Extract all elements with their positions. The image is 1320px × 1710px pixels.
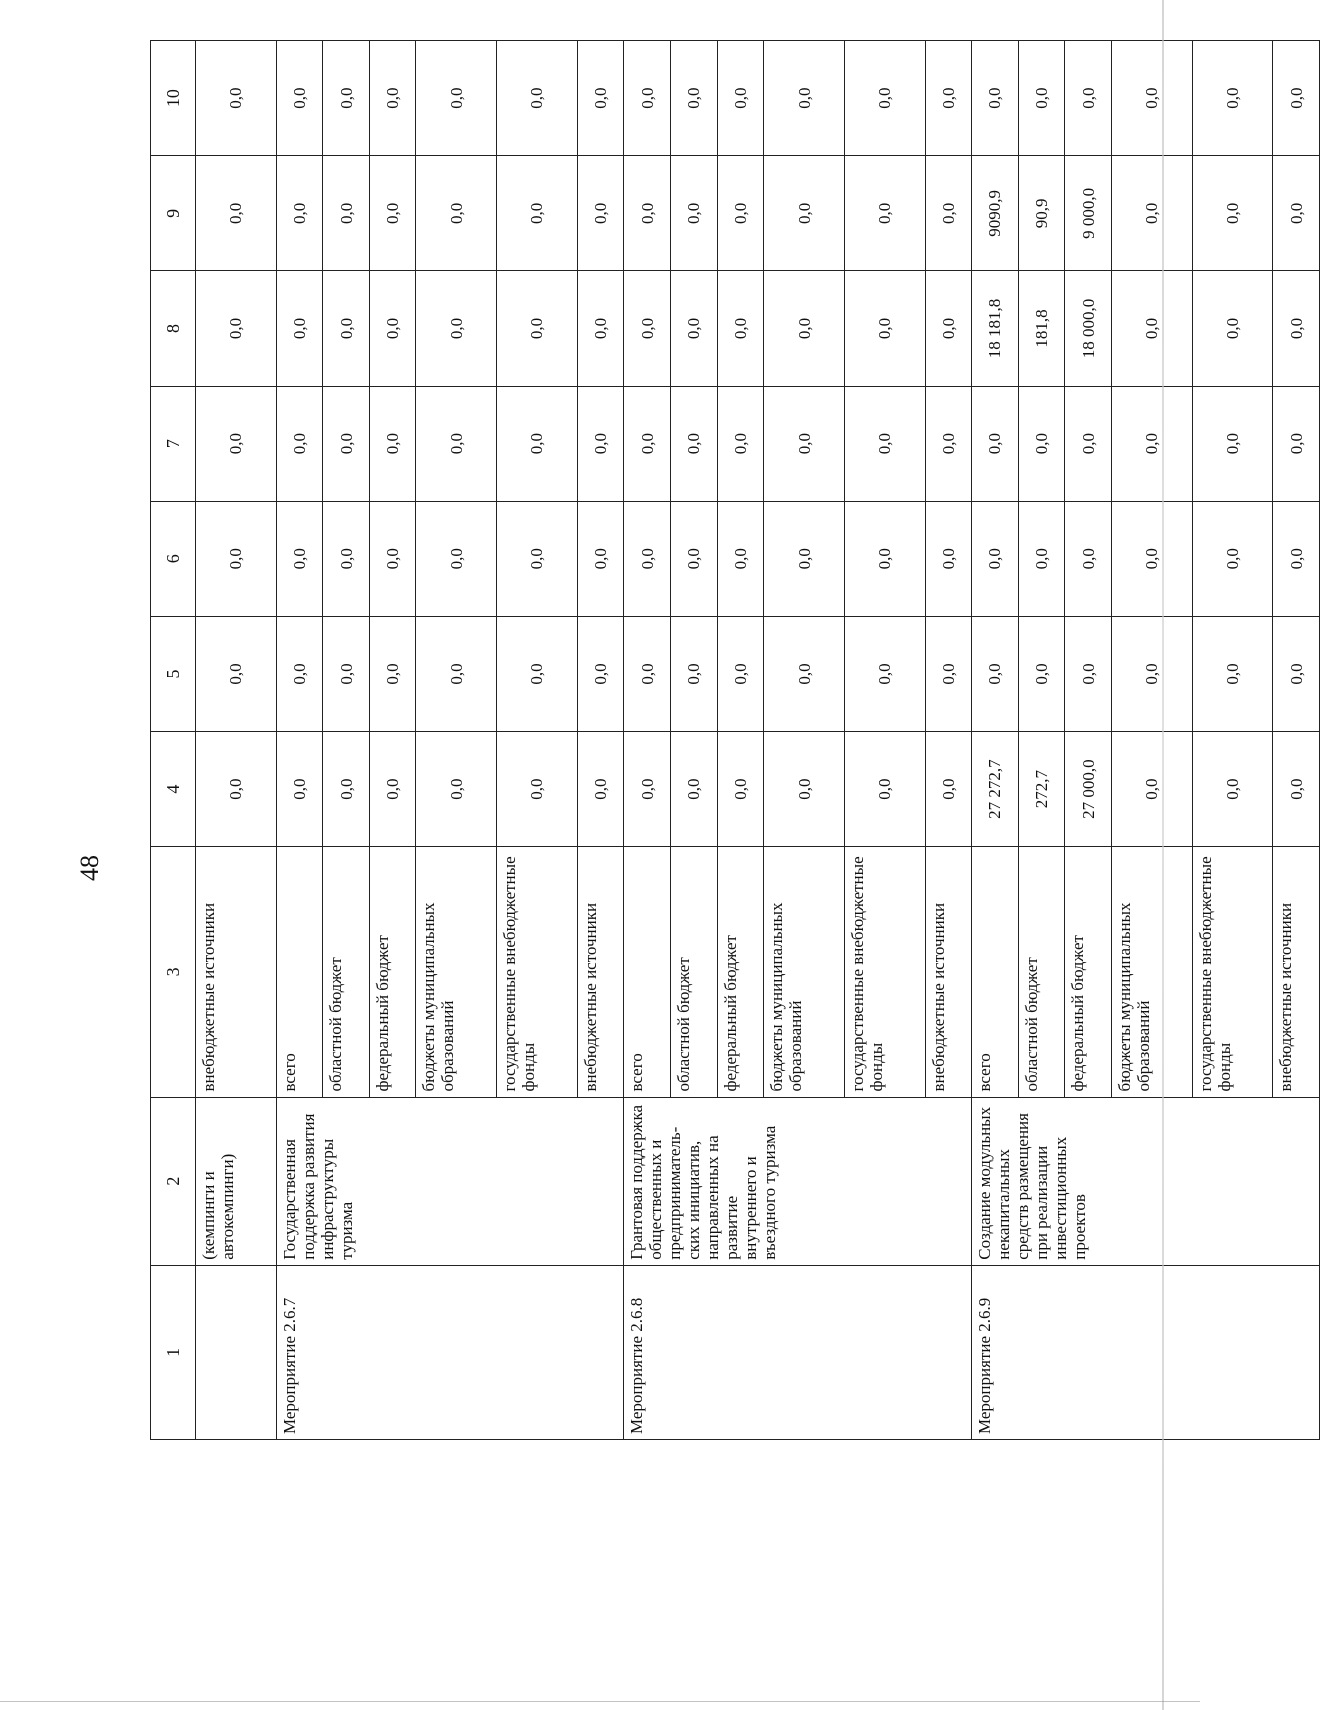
header-cell: 9 bbox=[151, 156, 196, 271]
value-cell: 0,0 bbox=[925, 271, 972, 386]
value-cell: 18 000,0 bbox=[1065, 271, 1112, 386]
value-cell: 0,0 bbox=[1192, 41, 1273, 156]
value-cell: 0,0 bbox=[323, 156, 370, 271]
value-cell: 0,0 bbox=[196, 386, 277, 501]
value-cell: 0,0 bbox=[844, 501, 925, 616]
value-cell: 0,0 bbox=[369, 386, 416, 501]
value-cell: 0,0 bbox=[764, 156, 845, 271]
table-row bbox=[196, 41, 277, 1440]
value-cell: 0,0 bbox=[497, 501, 578, 616]
value-cell: 0,0 bbox=[925, 501, 972, 616]
value-cell: 0,0 bbox=[624, 501, 671, 616]
value-cell: 0,0 bbox=[764, 616, 845, 731]
value-cell: 0,0 bbox=[369, 271, 416, 386]
value-cell: 0,0 bbox=[369, 732, 416, 847]
value-cell: 0,0 bbox=[276, 732, 323, 847]
value-cell: 0,0 bbox=[717, 386, 764, 501]
value-cell: 0,0 bbox=[925, 616, 972, 731]
value-cell: 0,0 bbox=[1192, 156, 1273, 271]
value-cell: 0,0 bbox=[925, 156, 972, 271]
value-cell: 0,0 bbox=[1111, 732, 1192, 847]
value-cell: 0,0 bbox=[717, 156, 764, 271]
value-cell: 0,0 bbox=[323, 41, 370, 156]
value-cell: 0,0 bbox=[196, 616, 277, 731]
value-cell: 0,0 bbox=[844, 732, 925, 847]
value-cell: 0,0 bbox=[497, 732, 578, 847]
value-cell: 0,0 bbox=[577, 616, 624, 731]
source-cell: областной бюджет bbox=[323, 847, 370, 1097]
value-cell: 0,0 bbox=[416, 732, 497, 847]
value-cell: 0,0 bbox=[1111, 156, 1192, 271]
source-cell: всего bbox=[624, 847, 671, 1097]
value-cell: 0,0 bbox=[1065, 41, 1112, 156]
value-cell: 0,0 bbox=[323, 732, 370, 847]
value-cell: 0,0 bbox=[844, 156, 925, 271]
source-cell: государственные внебюджетные фонды bbox=[497, 847, 578, 1097]
source-cell: внебюджетные источники bbox=[1273, 847, 1320, 1097]
value-cell: 0,0 bbox=[624, 616, 671, 731]
value-cell: 0,0 bbox=[416, 41, 497, 156]
source-cell: бюджеты муниципальных образований bbox=[764, 847, 845, 1097]
value-cell: 0,0 bbox=[925, 41, 972, 156]
value-cell: 0,0 bbox=[925, 732, 972, 847]
value-cell: 0,0 bbox=[323, 616, 370, 731]
source-cell: государственные внебюджетные фонды bbox=[844, 847, 925, 1097]
value-cell: 0,0 bbox=[671, 386, 718, 501]
value-cell: 0,0 bbox=[323, 501, 370, 616]
value-cell: 0,0 bbox=[497, 271, 578, 386]
value-cell: 0,0 bbox=[196, 41, 277, 156]
measure-id-cell: Мероприятие 2.6.7 bbox=[276, 1265, 624, 1439]
value-cell: 0,0 bbox=[416, 156, 497, 271]
source-cell: федеральный бюджет bbox=[369, 847, 416, 1097]
value-cell: 0,0 bbox=[276, 386, 323, 501]
value-cell: 0,0 bbox=[1065, 501, 1112, 616]
value-cell: 0,0 bbox=[1192, 732, 1273, 847]
value-cell: 0,0 bbox=[717, 41, 764, 156]
source-cell: бюджеты муниципальных образований bbox=[416, 847, 497, 1097]
value-cell: 0,0 bbox=[764, 271, 845, 386]
source-cell: бюджеты муниципальных образований bbox=[1111, 847, 1192, 1097]
value-cell: 0,0 bbox=[671, 501, 718, 616]
page-number: 48 bbox=[75, 855, 104, 881]
header-cell: 10 bbox=[151, 41, 196, 156]
header-cell: 8 bbox=[151, 271, 196, 386]
value-cell: 0,0 bbox=[764, 41, 845, 156]
value-cell: 0,0 bbox=[416, 616, 497, 731]
value-cell: 0,0 bbox=[671, 732, 718, 847]
value-cell: 0,0 bbox=[1018, 501, 1065, 616]
value-cell: 0,0 bbox=[196, 271, 277, 386]
value-cell: 0,0 bbox=[717, 271, 764, 386]
rotated-table-container bbox=[150, 40, 1320, 1440]
value-cell: 0,0 bbox=[276, 501, 323, 616]
value-cell: 18 181,8 bbox=[972, 271, 1019, 386]
value-cell: 0,0 bbox=[1018, 616, 1065, 731]
value-cell: 0,0 bbox=[624, 156, 671, 271]
header-cell: 6 bbox=[151, 501, 196, 616]
value-cell: 0,0 bbox=[369, 616, 416, 731]
source-cell: областной бюджет bbox=[1018, 847, 1065, 1097]
measure-id-cell bbox=[196, 1265, 277, 1439]
value-cell: 0,0 bbox=[276, 616, 323, 731]
value-cell: 0,0 bbox=[764, 501, 845, 616]
value-cell: 0,0 bbox=[1273, 41, 1320, 156]
value-cell: 90,9 bbox=[1018, 156, 1065, 271]
value-cell: 0,0 bbox=[276, 271, 323, 386]
value-cell: 0,0 bbox=[1192, 271, 1273, 386]
value-cell: 0,0 bbox=[323, 271, 370, 386]
header-cell: 1 bbox=[151, 1265, 196, 1439]
value-cell: 0,0 bbox=[497, 156, 578, 271]
source-cell: всего bbox=[972, 847, 1019, 1097]
value-cell: 0,0 bbox=[1273, 616, 1320, 731]
value-cell: 0,0 bbox=[497, 41, 578, 156]
source-cell: внебюджетные источники bbox=[196, 847, 277, 1097]
value-cell: 0,0 bbox=[1065, 386, 1112, 501]
value-cell: 0,0 bbox=[1018, 41, 1065, 156]
value-cell: 0,0 bbox=[844, 41, 925, 156]
header-cell: 4 bbox=[151, 732, 196, 847]
source-cell: федеральный бюджет bbox=[1065, 847, 1112, 1097]
source-cell: областной бюджет bbox=[671, 847, 718, 1097]
table-row bbox=[276, 41, 323, 1440]
funding-table bbox=[150, 40, 1320, 1440]
value-cell: 0,0 bbox=[844, 616, 925, 731]
measure-name-cell: Государственная поддержка развития инфраструктуры туризма bbox=[276, 1097, 624, 1265]
value-cell: 0,0 bbox=[577, 156, 624, 271]
value-cell: 0,0 bbox=[1192, 501, 1273, 616]
source-cell: федеральный бюджет bbox=[717, 847, 764, 1097]
value-cell: 0,0 bbox=[577, 41, 624, 156]
measure-name-cell: Грантовая поддержка общественных и предприниматель-ских инициатив, направленных на развитие внутреннего и въездного туризма bbox=[624, 1097, 972, 1265]
measure-name-cell: Создание модульных некапитальных средств размещения при реализации инвестиционных проектов bbox=[972, 1097, 1320, 1265]
table-row bbox=[624, 41, 671, 1440]
value-cell: 0,0 bbox=[497, 616, 578, 731]
value-cell: 0,0 bbox=[1111, 386, 1192, 501]
value-cell: 0,0 bbox=[1273, 156, 1320, 271]
value-cell: 0,0 bbox=[369, 156, 416, 271]
value-cell: 0,0 bbox=[972, 41, 1019, 156]
value-cell: 181,8 bbox=[1018, 271, 1065, 386]
value-cell: 0,0 bbox=[1192, 386, 1273, 501]
value-cell: 0,0 bbox=[1111, 271, 1192, 386]
source-cell: внебюджетные источники bbox=[577, 847, 624, 1097]
value-cell: 0,0 bbox=[844, 271, 925, 386]
value-cell: 0,0 bbox=[323, 386, 370, 501]
value-cell: 0,0 bbox=[717, 616, 764, 731]
value-cell: 272,7 bbox=[1018, 732, 1065, 847]
value-cell: 0,0 bbox=[1192, 616, 1273, 731]
measure-name-cell: (кемпинги и автокемпинги) bbox=[196, 1097, 277, 1265]
value-cell: 0,0 bbox=[1111, 501, 1192, 616]
value-cell: 0,0 bbox=[624, 386, 671, 501]
value-cell: 27 272,7 bbox=[972, 732, 1019, 847]
value-cell: 0,0 bbox=[577, 386, 624, 501]
value-cell: 0,0 bbox=[196, 501, 277, 616]
value-cell: 0,0 bbox=[577, 271, 624, 386]
header-cell: 5 bbox=[151, 616, 196, 731]
value-cell: 0,0 bbox=[196, 156, 277, 271]
value-cell: 0,0 bbox=[1273, 386, 1320, 501]
measure-id-cell: Мероприятие 2.6.9 bbox=[972, 1265, 1320, 1439]
source-cell: государственные внебюджетные фонды bbox=[1192, 847, 1273, 1097]
value-cell: 0,0 bbox=[196, 732, 277, 847]
value-cell: 0,0 bbox=[276, 156, 323, 271]
value-cell: 0,0 bbox=[972, 386, 1019, 501]
value-cell: 0,0 bbox=[497, 386, 578, 501]
value-cell: 0,0 bbox=[1273, 732, 1320, 847]
value-cell: 0,0 bbox=[1273, 501, 1320, 616]
value-cell: 0,0 bbox=[844, 386, 925, 501]
value-cell: 0,0 bbox=[671, 156, 718, 271]
value-cell: 0,0 bbox=[1111, 41, 1192, 156]
value-cell: 0,0 bbox=[369, 501, 416, 616]
header-row bbox=[151, 41, 196, 1440]
table-row bbox=[972, 41, 1019, 1440]
value-cell: 0,0 bbox=[717, 501, 764, 616]
value-cell: 0,0 bbox=[276, 41, 323, 156]
source-cell: всего bbox=[276, 847, 323, 1097]
value-cell: 0,0 bbox=[416, 501, 497, 616]
value-cell: 0,0 bbox=[1273, 271, 1320, 386]
value-cell: 9 000,0 bbox=[1065, 156, 1112, 271]
header-cell: 2 bbox=[151, 1097, 196, 1265]
value-cell: 0,0 bbox=[925, 386, 972, 501]
source-cell: внебюджетные источники bbox=[925, 847, 972, 1097]
scan-edge bbox=[1162, 0, 1164, 1710]
header-cell: 7 bbox=[151, 386, 196, 501]
value-cell: 0,0 bbox=[1111, 616, 1192, 731]
value-cell: 0,0 bbox=[764, 732, 845, 847]
value-cell: 0,0 bbox=[1065, 616, 1112, 731]
value-cell: 0,0 bbox=[624, 41, 671, 156]
value-cell: 0,0 bbox=[624, 732, 671, 847]
value-cell: 27 000,0 bbox=[1065, 732, 1112, 847]
value-cell: 0,0 bbox=[577, 732, 624, 847]
value-cell: 0,0 bbox=[671, 41, 718, 156]
value-cell: 9090,9 bbox=[972, 156, 1019, 271]
value-cell: 0,0 bbox=[717, 732, 764, 847]
value-cell: 0,0 bbox=[972, 616, 1019, 731]
scan-edge-bottom bbox=[0, 1701, 1200, 1702]
value-cell: 0,0 bbox=[972, 501, 1019, 616]
measure-id-cell: Мероприятие 2.6.8 bbox=[624, 1265, 972, 1439]
value-cell: 0,0 bbox=[416, 271, 497, 386]
value-cell: 0,0 bbox=[1018, 386, 1065, 501]
value-cell: 0,0 bbox=[369, 41, 416, 156]
value-cell: 0,0 bbox=[577, 501, 624, 616]
value-cell: 0,0 bbox=[624, 271, 671, 386]
value-cell: 0,0 bbox=[764, 386, 845, 501]
value-cell: 0,0 bbox=[416, 386, 497, 501]
value-cell: 0,0 bbox=[671, 616, 718, 731]
value-cell: 0,0 bbox=[671, 271, 718, 386]
header-cell: 3 bbox=[151, 847, 196, 1097]
